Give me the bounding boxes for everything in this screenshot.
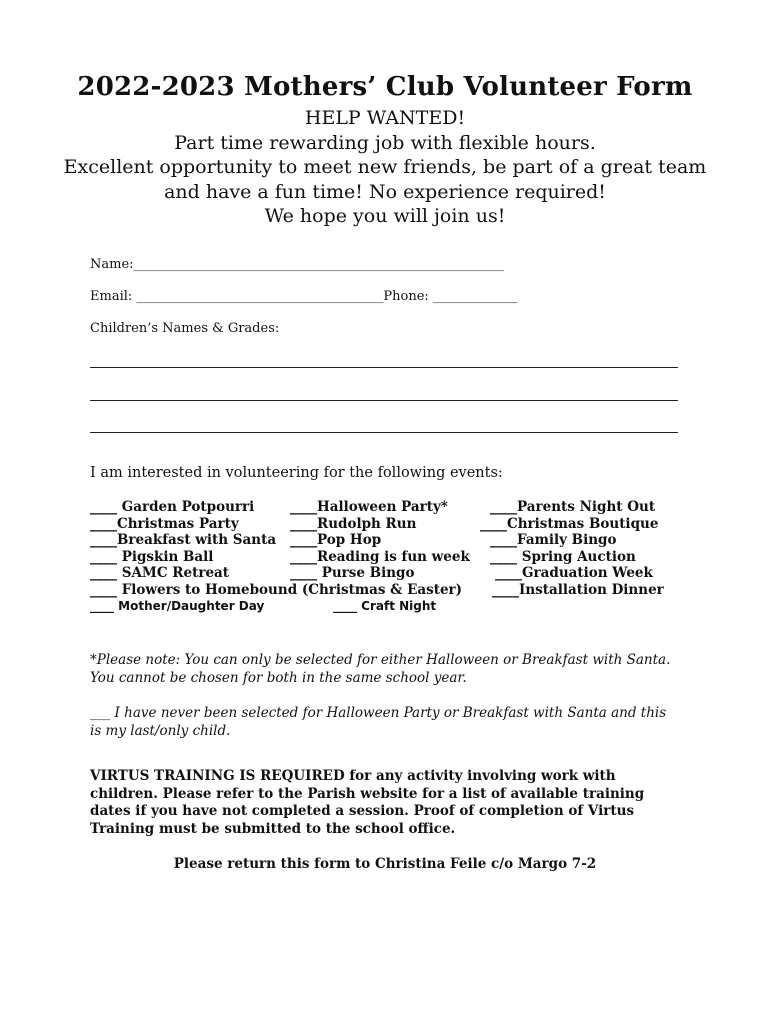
event-family-bingo[interactable]: ____Family Bingo xyxy=(490,532,617,548)
header-line: HELP WANTED! xyxy=(304,107,466,129)
halloween-santa-note: *Please note: You can only be selected for either Halloween or Breakfast with Santa. You cannot be chosen for both in the same school year. xyxy=(90,652,671,686)
event-breakfast-with-santa[interactable]: ____Breakfast with Santa xyxy=(90,532,277,548)
event-mother-daughter-day[interactable]: ____ Mother/Daughter Day xyxy=(90,599,265,613)
event-installation-dinner[interactable]: ____Installation Dinner xyxy=(492,581,664,598)
event-christmas-boutique[interactable]: ____Christmas Boutique xyxy=(480,515,659,532)
event-craft-night[interactable]: ____ Craft Night xyxy=(333,599,437,613)
header-line: and have a fun time! No experience required! xyxy=(164,180,606,203)
event-purse-bingo[interactable]: ____ Purse Bingo xyxy=(290,565,415,581)
interest-label: I am interested in volunteering for the following events: xyxy=(90,465,503,481)
return-instructions: Please return this form to Christina Feile c/o Margo 7-2 xyxy=(173,856,597,872)
children-line-1[interactable] xyxy=(90,367,678,368)
children-names-label: Children’s Names & Grades: xyxy=(90,321,280,336)
event-christmas-party[interactable]: ____Christmas Party xyxy=(90,515,239,532)
name-field[interactable]: Name:_________________________________________________________ xyxy=(90,257,505,272)
event-garden-potpourri[interactable]: ____ Garden Potpourri xyxy=(90,499,255,515)
children-line-2[interactable] xyxy=(90,400,678,401)
virtus-training-notice: VIRTUS TRAINING IS REQUIRED for any activity involving work with children. Please refer to the Parish website for a list of available training dates if you have not completed a session. Proof of completion of Virtus Training must be submitted to the school office. xyxy=(90,768,645,837)
event-spring-auction[interactable]: ____ Spring Auction xyxy=(490,548,636,565)
header-line: Part time rewarding job with flexible hours. xyxy=(174,131,596,154)
email-phone-field[interactable]: Email: ______________________________________Phone: _____________ xyxy=(90,289,518,304)
event-flowers-to-homebound[interactable]: ____ Flowers to Homebound (Christmas & Easter) xyxy=(90,581,463,598)
help-wanted-header xyxy=(40,106,730,229)
event-samc-retreat[interactable]: ____ SAMC Retreat xyxy=(90,565,230,581)
event-halloween-party[interactable]: ____Halloween Party* xyxy=(290,499,448,515)
event-parents-night-out[interactable]: ____Parents Night Out xyxy=(490,499,656,515)
event-pigskin-ball[interactable]: ____ Pigskin Ball xyxy=(90,548,214,565)
header-line: We hope you will join us! xyxy=(264,205,506,227)
last-child-checkbox-line[interactable]: ___ I have never been selected for Halloween Party or Breakfast with Santa and this is my last/only child. xyxy=(90,705,667,739)
form-title: 2022-2023 Mothers’ Club Volunteer Form xyxy=(77,72,693,102)
event-reading-is-fun-week[interactable]: ____Reading is fun week xyxy=(290,548,470,565)
event-rudolph-run[interactable]: ____Rudolph Run xyxy=(290,515,417,532)
children-line-3[interactable] xyxy=(90,432,678,433)
header-line: Excellent opportunity to meet new friends, be part of a great team xyxy=(63,156,707,178)
event-graduation-week[interactable]: ____Graduation Week xyxy=(495,565,653,581)
event-pop-hop[interactable]: ____Pop Hop xyxy=(290,532,382,548)
